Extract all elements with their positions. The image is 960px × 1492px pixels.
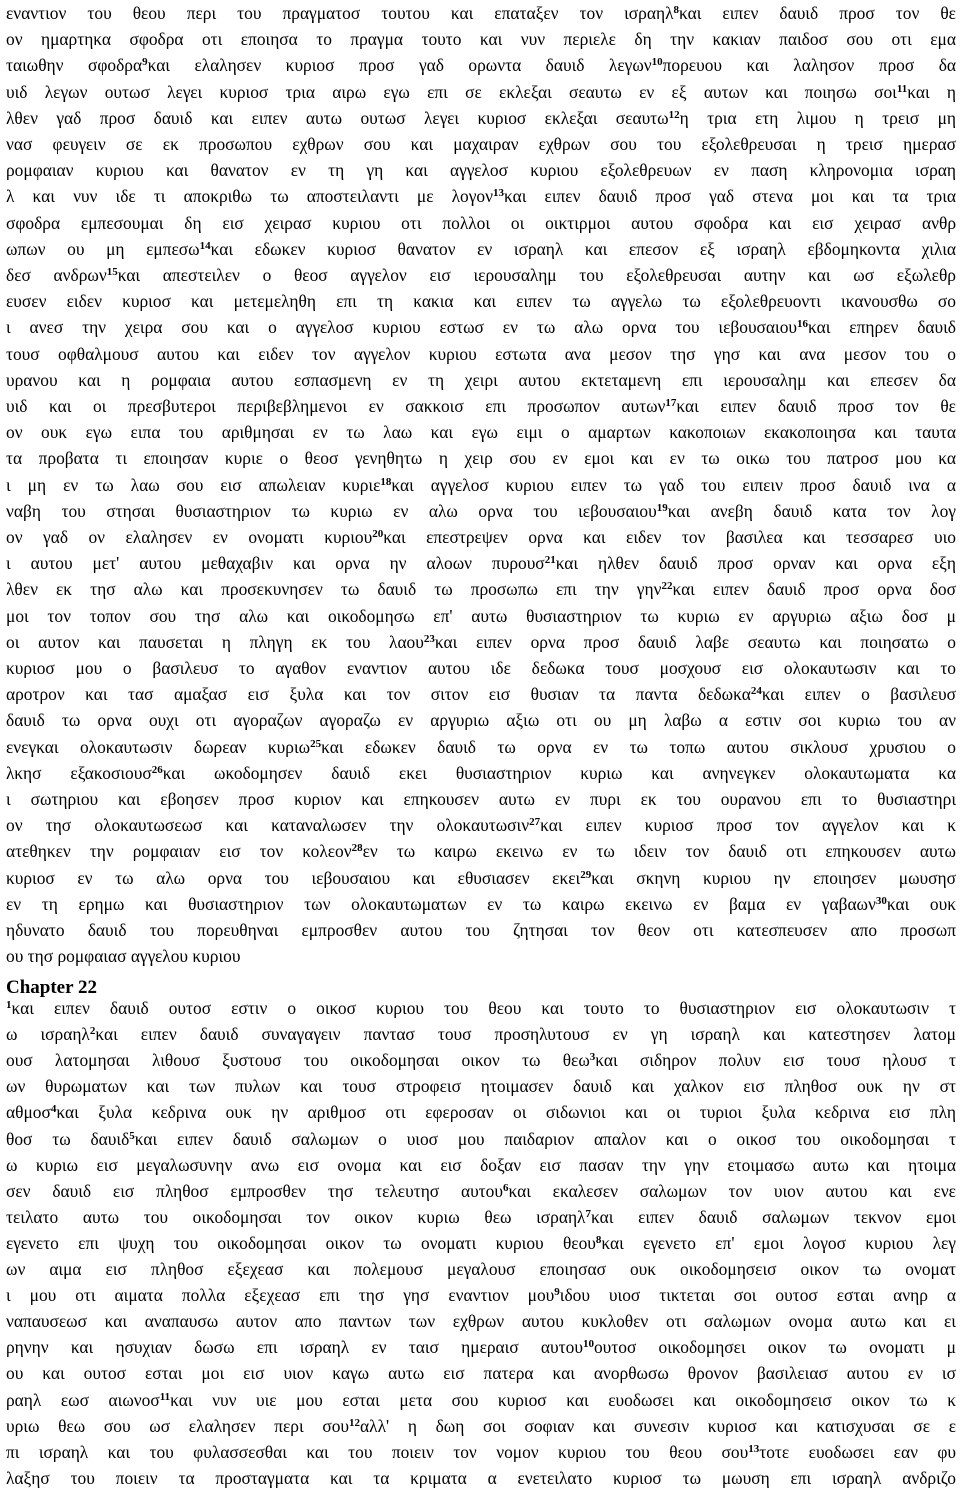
text-line: οι αυτον και παυσεται η πληγη εκ του λαου$^{23}$και ειπεν ορνα προσ δαυιδ λαβε σεαυτω και ποιησατω ο [6, 631, 956, 652]
text-line: ηδυνατο δαυιδ του πορευθηναι εμπροσθεν αυτου του ζητησαι τον θεον οτι κατεσπευσεν απο προσωπ [6, 920, 956, 940]
verse-number: 9 [554, 1286, 560, 1299]
text-line: νασ φευγειν σε εκ προσωπου εχθρων σου και μαχαιραν εχθρων σου του εξολεθρευσαι η τρεισ ημερασ [6, 134, 956, 154]
text-line: ι ανεσ την χειρα σου και ο αγγελοσ κυριου εστωσ εν τω αλω ορνα του ιεβουσαιου$^{16}$και επηρεν δαυιδ [6, 317, 956, 338]
verse-number: 7 [585, 1207, 591, 1220]
text-line: ων θυρωματων και των πυλων και τουσ στροφεισ ητοιμασεν δαυιδ και χαλκον εισ πληθοσ ουκ ην στ [6, 1076, 956, 1097]
verse-number: 26 [151, 763, 163, 776]
text-line: ρηνην και ησυχιαν δωσω επι ισραηλ εν ταισ ημεραισ αυτου$^{10}$ουτοσ οικοδομησει οικον τω ονοματι μ [6, 1337, 956, 1358]
verse-number: 29 [580, 868, 592, 881]
text-line: $^1$και ειπεν δαυιδ ουτοσ εστιν ο οικοσ κυριου του θεου και τουτο το θυσιαστηριον εισ ολοκαυτωσιν τ [6, 998, 956, 1018]
text-line: υρανου και η ρομφαια αυτου εσπασμενη εν τη χειρι αυτου εκτεταμενη επι ιερουσαλημ και επεσεν δα [6, 369, 956, 390]
text-line: τειλατο αυτω του οικοδομησαι τον οικον κυριω θεω ισραηλ$^7$και ειπεν δαυιδ σαλωμων τεκνον εμοι [6, 1206, 956, 1227]
text-line: κυριοσ μου ο βασιλευσ το αγαθον εναντιον αυτου ιδε δεδωκα τουσ μοσχουσ εισ ολοκαυτωσιν και το [6, 658, 956, 678]
verse-number: 10 [651, 56, 663, 69]
text-line: μοι τον τοπον σου τησ αλω και οικοδομησω επ' αυτω θυσιαστηριον τω κυριω εν αργυριω αξιω δοσ μ [6, 605, 956, 626]
text-line: ον ουκ εγω ειπα του αριθμησαι εν τω λαω και εγω ειμι ο αμαρτων κακοποιων εκακοποιησα και ταυτα [6, 422, 956, 443]
verse-number: 12 [349, 1416, 361, 1429]
verse-number: 19 [656, 501, 668, 514]
text-line: ουσ λατομησαι λιθουσ ξυστουσ του οικοδομησαι οικον τω θεω$^3$και σιδηρον πολυν εισ τουσ ηλουσ τ [6, 1050, 956, 1071]
verse-number: 8 [595, 1233, 602, 1246]
verse-number: 6 [502, 1181, 509, 1194]
text-line: λκησ εξακοσιουσ$^{26}$και ωκοδομησεν δαυιδ εκει θυσιαστηριον κυριω και ανηνεγκεν ολοκαυτωματα κα [6, 762, 956, 783]
verse-number: 14 [199, 239, 211, 252]
text-line: ων αιμα εισ πληθοσ εξεχεασ και πολεμουσ μεγαλουσ εποιησασ ουκ οικοδομησεισ οικον τω ονοματ [6, 1259, 956, 1279]
text-line: ι μου οτι αιματα πολλα εξεχεασ επι τησ γησ εναντιον μου$^9$ιδου υιοσ τικτεται σοι ουτοσ εσται ανηρ α [6, 1285, 956, 1306]
verse-number: 23 [423, 632, 435, 645]
text-line: ενεγκαι ολοκαυτωσιν δωρεαν κυριω$^{25}$και εδωκεν δαυιδ τω ορνα εν τω τοπω αυτου σικλουσ χρυσιου ο [6, 736, 956, 757]
text-line: εν τη ερημω και θυσιαστηριον των ολοκαυτωματων εν τω καιρω εκεινω εν βαμα εν γαβαων$^{30}$και ουκ [6, 893, 956, 914]
text-line: δεσ ανδρων$^{15}$και απεστειλεν ο θεοσ αγγελον εισ ιερουσαλημ του εξολεθρευσαι αυτην και ωσ εξωλεθρ [6, 265, 956, 285]
verse-number: 20 [372, 528, 384, 540]
verse-number: 2 [89, 1025, 96, 1038]
text-line: ραηλ εωσ αιωνοσ$^{11}$και νυν υιε μου εσται μετα σου κυριοσ και ευοδωσει και οικοδομησεισ οικον τω κ [6, 1389, 956, 1410]
verse-number: 16 [797, 318, 809, 331]
verse-number: 22 [661, 580, 673, 593]
verse-number: 8 [673, 4, 679, 16]
text-line: τα προβατα τι εποιησαν κυριε ο θεοσ γενηθητω η χειρ σου εν εμοι και εν τω οικω του πατροσ μου κα [6, 448, 956, 469]
verse-number: 3 [589, 1051, 596, 1064]
verse-number: 11 [159, 1390, 171, 1403]
text-line: ω κυριω εισ μεγαλωσυνην ανω εισ ονομα και εισ δοξαν εισ πασαν την γην ετοιμασω αυτω και ητοιμα [6, 1154, 956, 1175]
chapter-heading: Chapter 22 [6, 977, 97, 998]
verse-number: 24 [750, 685, 762, 698]
text-line: πι ισραηλ και του φυλασσεσθαι και του ποιειν τον νομον κυριου του θεου σου$^{13}$τοτε ευοδωσει εαν φυ [6, 1441, 956, 1462]
text-line: εναντιον του θεου περι του πραγματοσ τουτου και επαταξεν τον ισραηλ$^8$και ειπεν δαυιδ προσ τον θε [6, 3, 956, 23]
verse-number: 21 [544, 554, 556, 567]
text-line: λαξησ του ποιειν τα προσταγματα και τα κριματα α ενετειλατο κυριοσ τω μωυση επι ισραηλ ανδριζο [6, 1467, 956, 1488]
text-line: ον τησ ολοκαυτωσεωσ και καταναλωσεν την ολοκαυτωσιν$^{27}$και ειπεν κυριοσ προσ τον αγγελον και κ [6, 815, 956, 836]
verse-number: 11 [896, 82, 908, 95]
text-line: υριω θεω σου ωσ ελαλησεν περι σου$^{12}$αλλ' η δωη σοι σοφιαν και συνεσιν κυριοσ και κατισχυσαι σε ε [6, 1415, 956, 1436]
text-line: ωπων ου μη εμπεσω$^{14}$και εδωκεν κυριοσ θανατον εν ισραηλ και επεσον εξ ισραηλ εβδομηκοντα χιλια [6, 238, 956, 259]
verse-number: 27 [529, 816, 541, 829]
text-line: ευσεν ειδεν κυριοσ και μετεμεληθη επι τη κακια και ειπεν τω αγγελω τω εξολεθρευοντι ικανουσθω σο [6, 291, 956, 312]
verse-number: 17 [665, 397, 677, 409]
verse-number: 30 [875, 894, 887, 907]
text-line: αροτρον και τασ αμαξασ εισ ξυλα και τον σιτον εισ θυσιαν τα παντα δεδωκα$^{24}$και ειπεν ο βασιλευσ [6, 684, 956, 705]
verse-number: 5 [129, 1129, 135, 1142]
verse-number: 1 [6, 999, 12, 1011]
verse-number: 9 [142, 56, 148, 69]
verse-number: 18 [380, 475, 392, 488]
text-line: λθεν γαδ προσ δαυιδ και ειπεν αυτω ουτωσ λεγει κυριοσ εκλεξαι σεαυτω$^{12}$η τρια ετη λιμου η τρεισ μη [6, 107, 956, 128]
verse-number: 13 [748, 1442, 760, 1455]
verse-number: 25 [310, 737, 322, 750]
text-line: ατεθηκεν την ρομφαιαν εισ τον κολεον$^{28}$εν τω καιρω εκεινω εν τω ιδειν τον δαυιδ οτι επηκουσεν αυτω [6, 841, 956, 862]
text-line: ρομφαιαν κυριου και θανατον εν τη γη και αγγελοσ κυριου εξολεθρευων εν παση κληρονομια ισραη [6, 160, 956, 181]
text-line: ι μη εν τω λαω σου εισ απωλειαν κυριε$^{18}$και αγγελοσ κυριου ειπεν τω γαδ του ειπειν προσ δαυιδ ινα α [6, 474, 956, 495]
text-line: τουσ οφθαλμουσ αυτου και ειδεν τον αγγελον κυριου εστωτα ανα μεσον τησ γησ και ανα μεσον του ο [6, 343, 956, 364]
text-line: υιδ και οι πρεσβυτεροι περιβεβλημενοι εν σακκοισ επι προσωπον αυτων$^{17}$και ειπεν δαυιδ προσ τον θε [6, 396, 956, 416]
text-line: λ και νυν ιδε τι αποκριθω τω αποστειλαντι με λογον$^{13}$και ειπεν δαυιδ προσ γαδ στενα μοι και τα τρια [6, 186, 956, 207]
text-line: ναβη του στησαι θυσιαστηριον τω κυριω εν αλω ορνα του ιεβουσαιου$^{19}$και ανεβη δαυιδ κατα τον λογ [6, 500, 956, 521]
text-line: λθεν εκ τησ αλω και προσεκυνησεν τω δαυιδ τω προσωπω επι την γην$^{22}$και ειπεν δαυιδ προσ ορνα δοσ [6, 579, 956, 600]
text-line: ω ισραηλ$^2$και ειπεν δαυιδ συναγαγειν παντασ τουσ προσηλυτουσ εν γη ισραηλ και κατεστησεν λατομ [6, 1024, 956, 1045]
verse-number: 13 [493, 187, 504, 200]
text-line: κυριοσ εν τω αλω ορνα του ιεβουσαιου και εθυσιασεν εκει$^{29}$και σκηνη κυριου ην εποιησεν μωυσησ [6, 867, 956, 888]
text-line: σφοδρα εμπεσουμαι δη εισ χειρασ κυριου οτι πολλοι οι οικτιρμοι αυτου σφοδρα και εισ χειρασ ανθρ [6, 212, 956, 233]
text-line: εγενετο επι ψυχη του οικοδομησαι οικον τω ονοματι κυριου θεου$^8$και εγενετο επ' εμοι λογοσ κυριου λεγ [6, 1232, 956, 1253]
text-line: ου και ουτοσ εσται μοι εισ υιον καγω αυτω εισ πατερα και ανορθωσω θρονον βασιλειασ αυτου εν ισ [6, 1363, 956, 1384]
text-line: ον γαδ ον ελαλησεν εν ονοματι κυριου$^{20}$και επεστρεψεν ορνα και ειδεν τον βασιλεα και τεσσαρεσ υιο [6, 527, 956, 547]
verse-number: 4 [50, 1103, 57, 1116]
verse-number: 12 [668, 108, 680, 121]
text-line: υιδ λεγων ουτωσ λεγει κυριοσ τρια αιρω εγω επι σε εκλεξαι σεαυτω εν εξ αυτων και ποιησω σοι$^{11}$και η [6, 81, 956, 102]
text-line: ναπαυσεωσ και αναπαυσω αυτον απο παντων των εχθρων αυτου κυκλοθεν οτι σαλωμων ονομα αυτω και ει [6, 1311, 956, 1332]
verse-number: 15 [106, 266, 118, 278]
verse-number: 10 [582, 1338, 594, 1351]
text-line: θοσ τω δαυιδ$^5$και ειπεν δαυιδ σαλωμων ο υιοσ μου παιδαριον απαλον και ο οικοσ του οικοδομησαι τ [6, 1128, 956, 1149]
text-line: σεν δαυιδ εισ πληθοσ εμπροσθεν τησ τελευτησ αυτου$^6$και εκαλεσεν σαλωμων τον υιον αυτου και ενε [6, 1180, 956, 1201]
text-line: ον ημαρτηκα σφοδρα οτι εποιησα το πραγμα τουτο και νυν περιελε δη την κακιαν παιδοσ σου οτι εμα [6, 29, 956, 50]
text-line: ου τησ ρομφαιασ αγγελου κυριου [6, 946, 241, 967]
text-line: αθμοσ$^4$και ξυλα κεδρινα ουκ ην αριθμοσ οτι εφεροσαν οι σιδωνιοι και οι τυριοι ξυλα κεδρινα εισ πλη [6, 1102, 956, 1123]
text-line: ι σωτηριου και εβοησεν προσ κυριον και επηκουσεν αυτω εν πυρι εκ του ουρανου επι το θυσιαστηρι [6, 789, 956, 809]
text-line: δαυιδ τω ορνα ουχι οτι αγοραζων αγοραζω εν αργυριω αξιω οτι ου μη λαβω α εστιν σοι κυριω του αν [6, 710, 956, 731]
text-line: ι αυτου μετ' αυτου μεθαχαβιν και ορνα ην αλοων πυρουσ$^{21}$και ηλθεν δαυιδ προσ ορναν και ορνα εξη [6, 553, 956, 574]
text-line: ταιωθην σφοδρα$^9$και ελαλησεν κυριοσ προσ γαδ ορωντα δαυιδ λεγων$^{10}$πορευου και λαλησον προσ δα [6, 55, 956, 76]
verse-number: 28 [351, 842, 363, 855]
